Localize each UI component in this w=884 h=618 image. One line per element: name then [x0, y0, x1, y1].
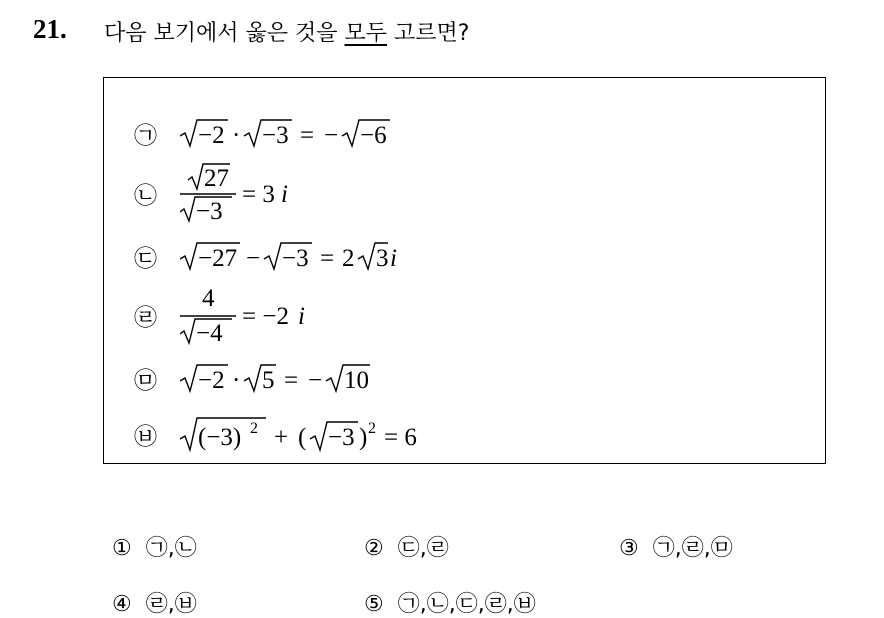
svg-text:= 3: = 3: [242, 181, 275, 208]
svg-text:−27: −27: [198, 245, 238, 272]
statement-expr-4: [180, 284, 320, 346]
svg-text:2: 2: [342, 245, 355, 272]
statement-expr-6: [180, 415, 460, 453]
answer-choice-label-4: ㉣,㉥: [145, 592, 197, 617]
svg-text:10: 10: [344, 367, 369, 394]
statement-marker-6: ㉥: [134, 423, 157, 450]
svg-text:3: 3: [376, 245, 389, 272]
choices-box: [103, 77, 826, 464]
statement-marker-3: ㉢: [134, 245, 157, 272]
answer-choice-number-2: ②: [364, 536, 384, 561]
statement-marker-2: ㉡: [134, 182, 157, 209]
answer-choice-label-3: ㉠,㉣,㉤: [652, 536, 733, 561]
svg-text:·: ·: [232, 367, 241, 394]
question-number: 21.: [33, 14, 67, 44]
svg-text:−: −: [324, 122, 339, 149]
svg-text:i: i: [281, 181, 288, 208]
answer-choice-5[interactable]: [364, 587, 536, 618]
answer-choice-number-1: ①: [112, 536, 132, 561]
svg-text:=: =: [320, 245, 335, 272]
statement-expr-2: [180, 162, 320, 224]
svg-text:−3: −3: [328, 424, 355, 451]
question-text-underlined: 모두: [344, 21, 388, 46]
answer-choice-1[interactable]: [112, 531, 197, 562]
answer-choice-label-2: ㉢,㉣: [397, 536, 449, 561]
svg-text:−6: −6: [360, 122, 387, 149]
statement-marker-4: ㉣: [134, 304, 157, 331]
svg-text:27: 27: [204, 165, 229, 192]
svg-text:i: i: [298, 303, 305, 330]
svg-text:= 6: = 6: [384, 424, 417, 451]
svg-text:−: −: [308, 367, 323, 394]
question-text: [104, 16, 469, 47]
svg-text:(: (: [298, 424, 307, 451]
svg-text:−3: −3: [196, 198, 223, 224]
statement-6: [134, 415, 460, 453]
question-text-after: 고르면?: [387, 21, 470, 46]
statement-expr-3: [180, 239, 430, 273]
answer-choice-3[interactable]: [619, 531, 733, 562]
statement-expr-1: [180, 116, 420, 150]
svg-text:−: −: [246, 245, 261, 272]
statement-4: [134, 284, 320, 346]
statement-marker-1: ㉠: [134, 122, 157, 149]
answer-choice-number-3: ③: [619, 536, 639, 561]
svg-text:4: 4: [202, 285, 215, 312]
answer-choice-2[interactable]: [364, 531, 449, 562]
answer-choice-label-5: ㉠,㉡,㉢,㉣,㉥: [397, 592, 536, 617]
svg-text:2: 2: [250, 420, 258, 437]
statement-5: [134, 361, 420, 395]
svg-text:−2: −2: [198, 122, 225, 149]
statement-2: [134, 162, 320, 224]
svg-text:): ): [359, 424, 368, 451]
answer-choice-number-5: ⑤: [364, 592, 384, 617]
statement-marker-5: ㉤: [134, 367, 157, 394]
svg-text:= −2: = −2: [242, 303, 289, 330]
question-text-before: 다음 보기에서 옳은 것을: [104, 21, 345, 46]
svg-text:−2: −2: [198, 367, 225, 394]
svg-text:·: ·: [232, 122, 241, 149]
svg-text:−4: −4: [196, 320, 223, 346]
svg-text:=: =: [300, 122, 315, 149]
answer-choice-4[interactable]: [112, 587, 197, 618]
svg-text:−3: −3: [262, 122, 289, 149]
statement-1: [134, 116, 420, 150]
answer-choice-number-4: ④: [112, 592, 132, 617]
svg-text:−3: −3: [282, 245, 309, 272]
statement-expr-5: [180, 361, 420, 395]
svg-text:5: 5: [262, 367, 275, 394]
statement-3: [134, 239, 430, 273]
svg-text:(−3): (−3): [198, 424, 242, 451]
svg-text:=: =: [284, 367, 299, 394]
svg-text:2: 2: [368, 420, 376, 437]
svg-text:i: i: [390, 245, 397, 272]
answer-choice-label-1: ㉠,㉡: [145, 536, 197, 561]
svg-text:+: +: [274, 424, 289, 451]
